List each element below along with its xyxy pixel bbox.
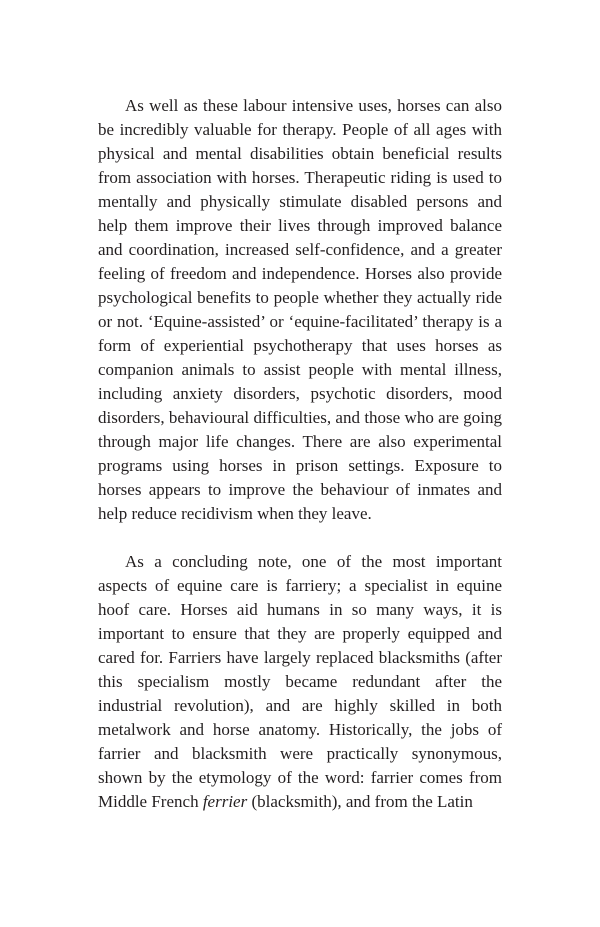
page-body (98, 94, 502, 814)
paragraph-farriery (98, 550, 502, 814)
paragraph-text-before: As a concluding note, one of the most important aspects of equine care is farriery; a specialist in equine hoof care. Horses aid humans in so many ways, it is important to ensure that they are properly equipped and cared for. Farriers have largely replaced blacksmiths (after this specialism mostly became redundant after the industrial revolution), and are highly skilled in both metalwork and horse anatomy. Historically, the jobs of farrier and blacksmith were practically synonymous, shown by the etymology of the word: farrier comes from Middle French (98, 552, 502, 811)
paragraph-spacer (98, 526, 502, 550)
italic-term-ferrier: ferrier (202, 792, 248, 811)
paragraph-therapy: As well as these labour intensive uses, horses can also be incredibly valuable for therapy. People of all ages with physical and mental disabilities obtain beneficial results from association with horses. Therapeutic riding is used to mentally and physically stimulate disabled persons and help them improve their lives through improved balance and coordination, increased self-confidence, and a greater feeling of freedom and independence. Horses also provide psychological benefits to people whether they actually ride or not. ‘Equine-assisted’ or ‘equine-facilitated’ therapy is a form of experiential psychotherapy that uses horses as companion animals to assist people with mental illness, including anxiety disorders, psychotic disorders, mood disorders, behavioural difficulties, and those who are going through major life changes. There are also experimental programs using horses in prison settings. Exposure to horses appears to improve the behaviour of inmates and help reduce recidivism when they leave. (98, 96, 502, 523)
paragraph-text-after: (blacksmith), and from the Latin (247, 792, 473, 811)
